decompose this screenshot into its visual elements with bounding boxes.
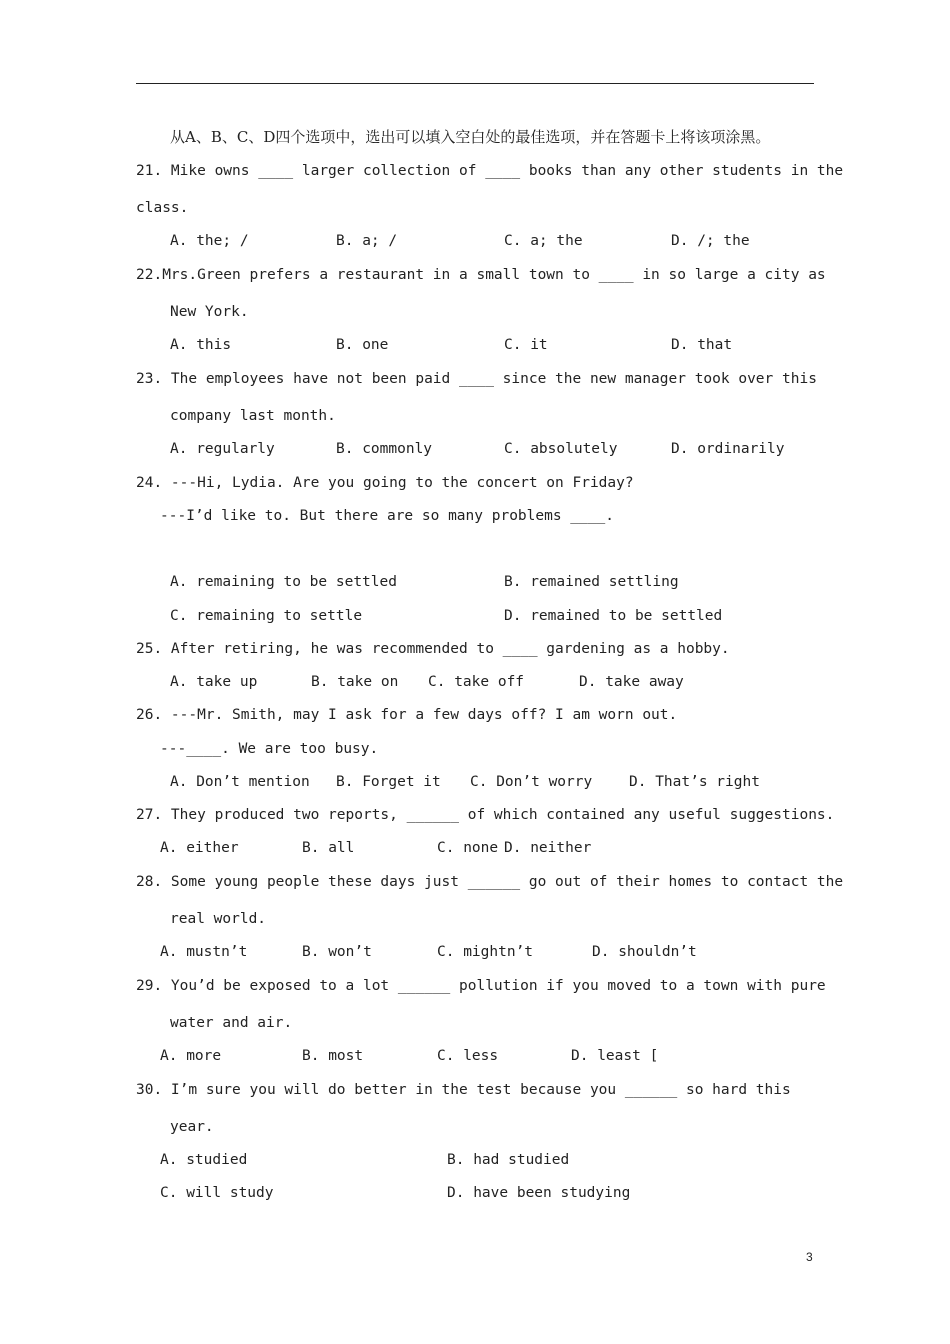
q28-stem-line2: real world. [170, 911, 267, 927]
q28-option-d: D. shouldn’t [592, 944, 697, 960]
q22-option-c: C. it [504, 337, 548, 353]
q24-option-c: C. remaining to settle [170, 608, 363, 624]
instruction: 从A、B、C、D四个选项中，选出可以填入空白处的最佳选项，并在答题卡上将该项涂黑。 [170, 128, 771, 146]
q29-option-d: D. least [ [571, 1048, 659, 1064]
q24-option-a: A. remaining to be settled [170, 574, 397, 590]
q27-option-a: A. either [160, 840, 239, 856]
header-rule [136, 83, 814, 84]
q22-option-d: D. that [671, 337, 733, 353]
q25-option-b: B. take on [311, 674, 399, 690]
q29-option-a: A. more [160, 1048, 222, 1064]
q26-stem-line2: ---____. We are too busy. [160, 741, 379, 757]
q23-stem-line2: company last month. [170, 408, 336, 424]
q29-option-c: C. less [437, 1048, 499, 1064]
q25-option-d: D. take away [579, 674, 684, 690]
q21-option-c: C. a; the [504, 233, 583, 249]
q30-stem-line2: year. [170, 1119, 214, 1135]
q22-stem-line1: 22.Mrs.Green prefers a restaurant in a small town to ____ in so large a city as [136, 267, 826, 283]
q29-stem-line1: 29. You’d be exposed to a lot ______ pollution if you moved to a town with pure [136, 978, 826, 994]
q23-stem-line1: 23. The employees have not been paid ____ since the new manager took over this [136, 371, 817, 387]
q21-stem-line2: class. [136, 200, 189, 216]
q27-option-d: D. neither [504, 840, 592, 856]
q27-option-b: B. all [302, 840, 355, 856]
q26-stem-line1: 26. ---Mr. Smith, may I ask for a few days off? I am worn out. [136, 707, 678, 723]
q23-option-a: A. regularly [170, 441, 275, 457]
q28-stem-line1: 28. Some young people these days just ______ go out of their homes to contact the [136, 874, 844, 890]
q26-option-b: B. Forget it [336, 774, 441, 790]
q21-stem-line1: 21. Mike owns ____ larger collection of ____ books than any other students in the [136, 163, 844, 179]
q25-stem-line1: 25. After retiring, he was recommended to ____ gardening as a hobby. [136, 641, 730, 657]
page-number: 3 [806, 1250, 813, 1264]
q30-stem-line1: 30. I’m sure you will do better in the test because you ______ so hard this [136, 1082, 791, 1098]
q27-option-c: C. none [437, 840, 499, 856]
q21-option-d: D. /; the [671, 233, 750, 249]
q24-stem-line1: 24. ---Hi, Lydia. Are you going to the concert on Friday? [136, 475, 634, 491]
q29-option-b: B. most [302, 1048, 364, 1064]
q30-option-b: B. had studied [447, 1152, 570, 1168]
q23-option-c: C. absolutely [504, 441, 618, 457]
q26-option-d: D. That’s right [629, 774, 760, 790]
q26-option-a: A. Don’t mention [170, 774, 310, 790]
q29-stem-line2: water and air. [170, 1015, 293, 1031]
q25-option-a: A. take up [170, 674, 258, 690]
q24-option-b: B. remained settling [504, 574, 679, 590]
q30-option-c: C. will study [160, 1185, 274, 1201]
q24-stem-line2: ---I’d like to. But there are so many problems ____. [160, 508, 614, 524]
q22-stem-line2: New York. [170, 304, 249, 320]
q30-option-a: A. studied [160, 1152, 248, 1168]
q26-option-c: C. Don’t worry [470, 774, 593, 790]
q23-option-b: B. commonly [336, 441, 433, 457]
q22-option-b: B. one [336, 337, 389, 353]
q21-option-a: A. the; / [170, 233, 249, 249]
q24-option-d: D. remained to be settled [504, 608, 723, 624]
q28-option-c: C. mightn’t [437, 944, 534, 960]
q25-option-c: C. take off [428, 674, 525, 690]
q30-option-d: D. have been studying [447, 1185, 631, 1201]
q22-option-a: A. this [170, 337, 232, 353]
q27-stem-line1: 27. They produced two reports, ______ of which contained any useful suggestions. [136, 807, 835, 823]
q23-option-d: D. ordinarily [671, 441, 785, 457]
q21-option-b: B. a; / [336, 233, 398, 249]
q28-option-a: A. mustn’t [160, 944, 248, 960]
q28-option-b: B. won’t [302, 944, 372, 960]
